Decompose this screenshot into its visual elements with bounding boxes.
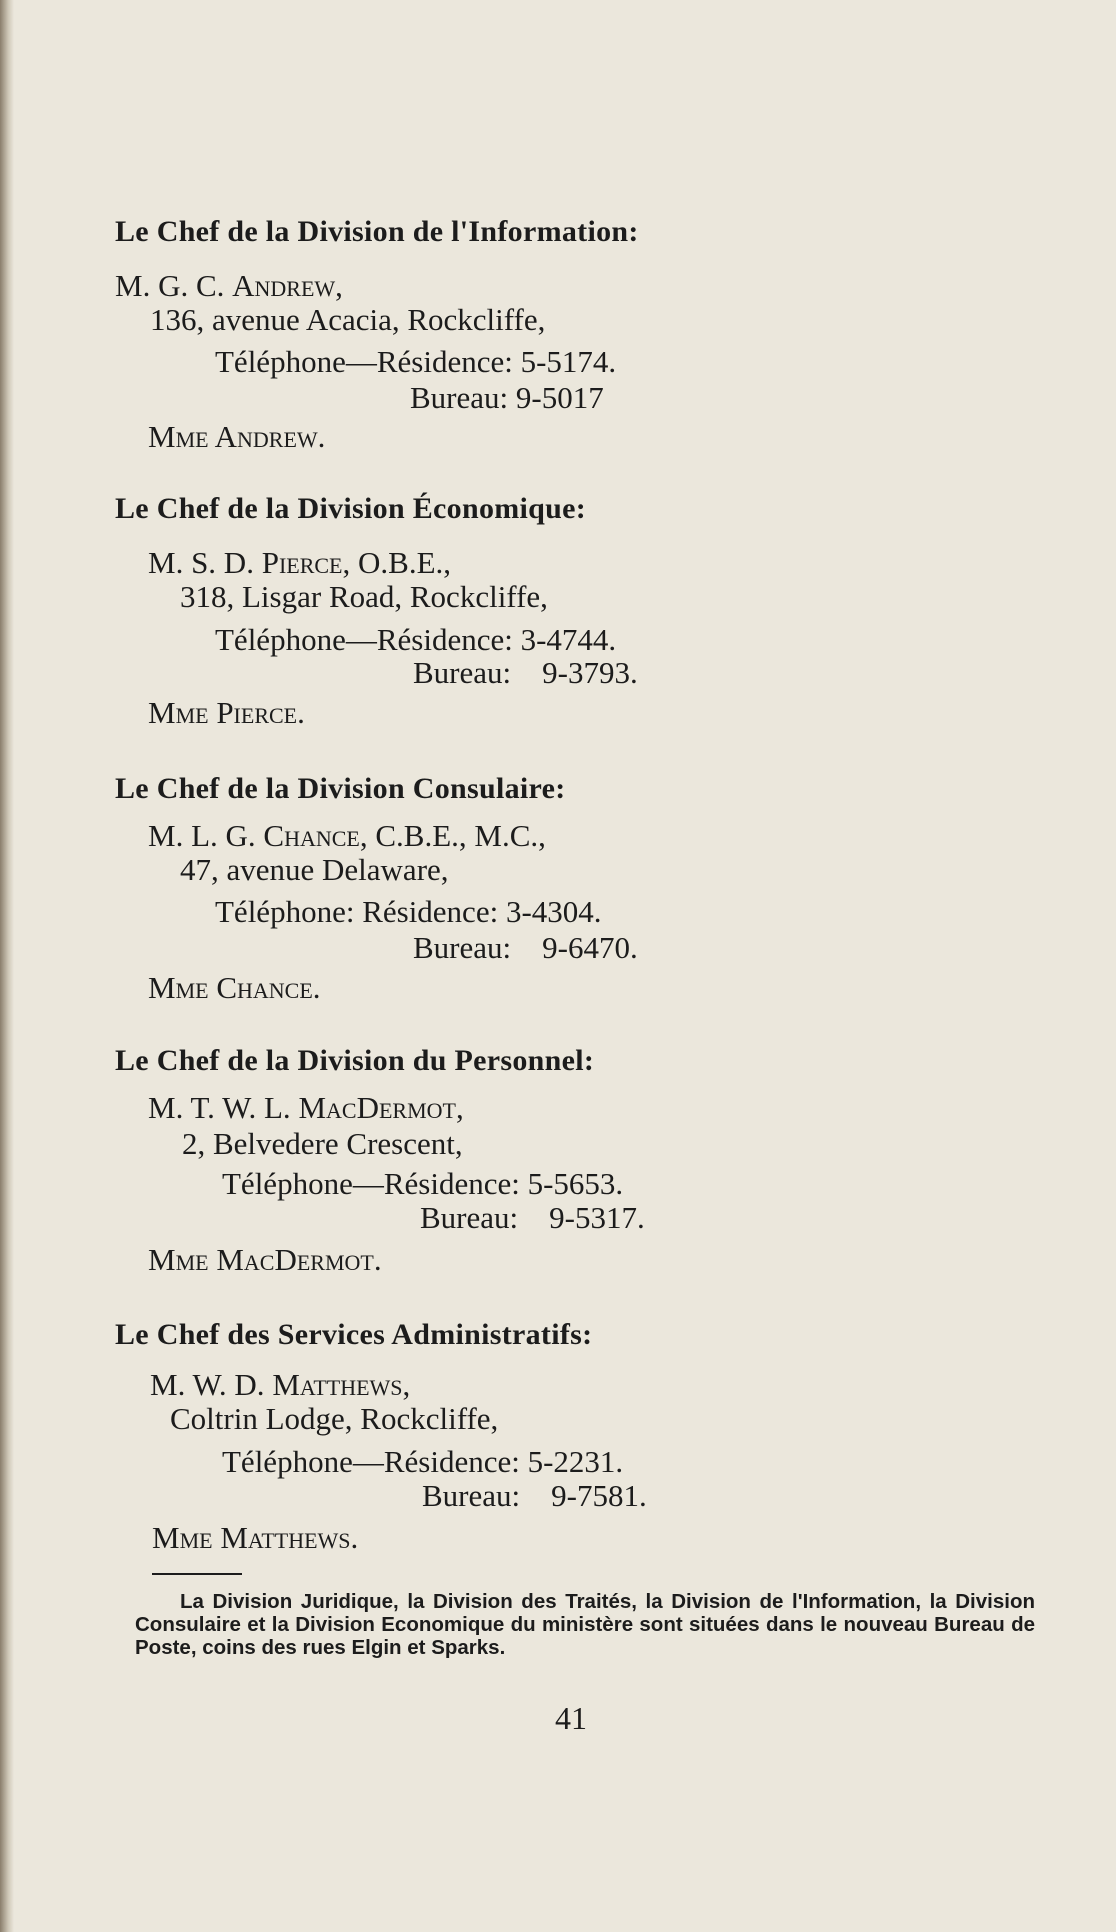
spouse-name: Mme Andrew. — [148, 419, 326, 454]
phone-bureau-line: Bureau: 9-6470. — [413, 930, 638, 965]
footnote-rule — [152, 1573, 242, 1575]
spouse-name: Mme Matthews. — [152, 1520, 359, 1555]
director-name: M. W. D. Matthews, — [150, 1367, 411, 1402]
page-binding-shadow — [0, 0, 14, 1932]
division-heading: Le Chef de la Division Consulaire: — [115, 772, 566, 805]
director-address: 318, Lisgar Road, Rockcliffe, — [180, 579, 548, 614]
phone-residence-line: Téléphone—Résidence: 5-2231. — [222, 1444, 624, 1479]
director-address: 136, avenue Acacia, Rockcliffe, — [150, 302, 546, 337]
division-heading: Le Chef de la Division Économique: — [115, 492, 587, 525]
footnote: La Division Juridique, la Division des Traités, la Division de l'Information, la Division Consulaire et la Division Economique du ministère sont situées dans le nouveau Bureau de Poste, coins des rues Elgin et Sparks. — [135, 1590, 1035, 1659]
phone-bureau-line: Bureau: 9-3793. — [413, 655, 638, 690]
spouse-name: Mme Chance. — [148, 970, 321, 1005]
director-name: M. T. W. L. MacDermot, — [148, 1090, 464, 1125]
director-name: M. G. C. Andrew, — [115, 268, 343, 303]
spouse-name: Mme Pierce. — [148, 695, 305, 730]
page-number: 41 — [555, 1700, 587, 1736]
director-name: M. S. D. Pierce, O.B.E., — [148, 545, 451, 580]
division-heading: Le Chef de la Division de l'Information: — [115, 215, 639, 248]
phone-residence-line: Téléphone—Résidence: 5-5653. — [222, 1166, 624, 1201]
director-address: 2, Belvedere Crescent, — [182, 1126, 463, 1161]
director-address: Coltrin Lodge, Rockcliffe, — [170, 1401, 499, 1436]
division-heading: Le Chef des Services Administratifs: — [115, 1318, 593, 1351]
phone-bureau-line: Bureau: 9-5017 — [410, 380, 604, 415]
division-heading: Le Chef de la Division du Personnel: — [115, 1044, 595, 1077]
phone-residence-line: Téléphone: Résidence: 3-4304. — [215, 894, 602, 929]
phone-bureau-line: Bureau: 9-7581. — [422, 1478, 647, 1513]
spouse-name: Mme MacDermot. — [148, 1242, 382, 1277]
phone-residence-line: Téléphone—Résidence: 5-5174. — [215, 344, 617, 379]
phone-residence-line: Téléphone—Résidence: 3-4744. — [215, 622, 617, 657]
phone-bureau-line: Bureau: 9-5317. — [420, 1200, 645, 1235]
director-name: M. L. G. Chance, C.B.E., M.C., — [148, 818, 546, 853]
director-address: 47, avenue Delaware, — [180, 852, 449, 887]
